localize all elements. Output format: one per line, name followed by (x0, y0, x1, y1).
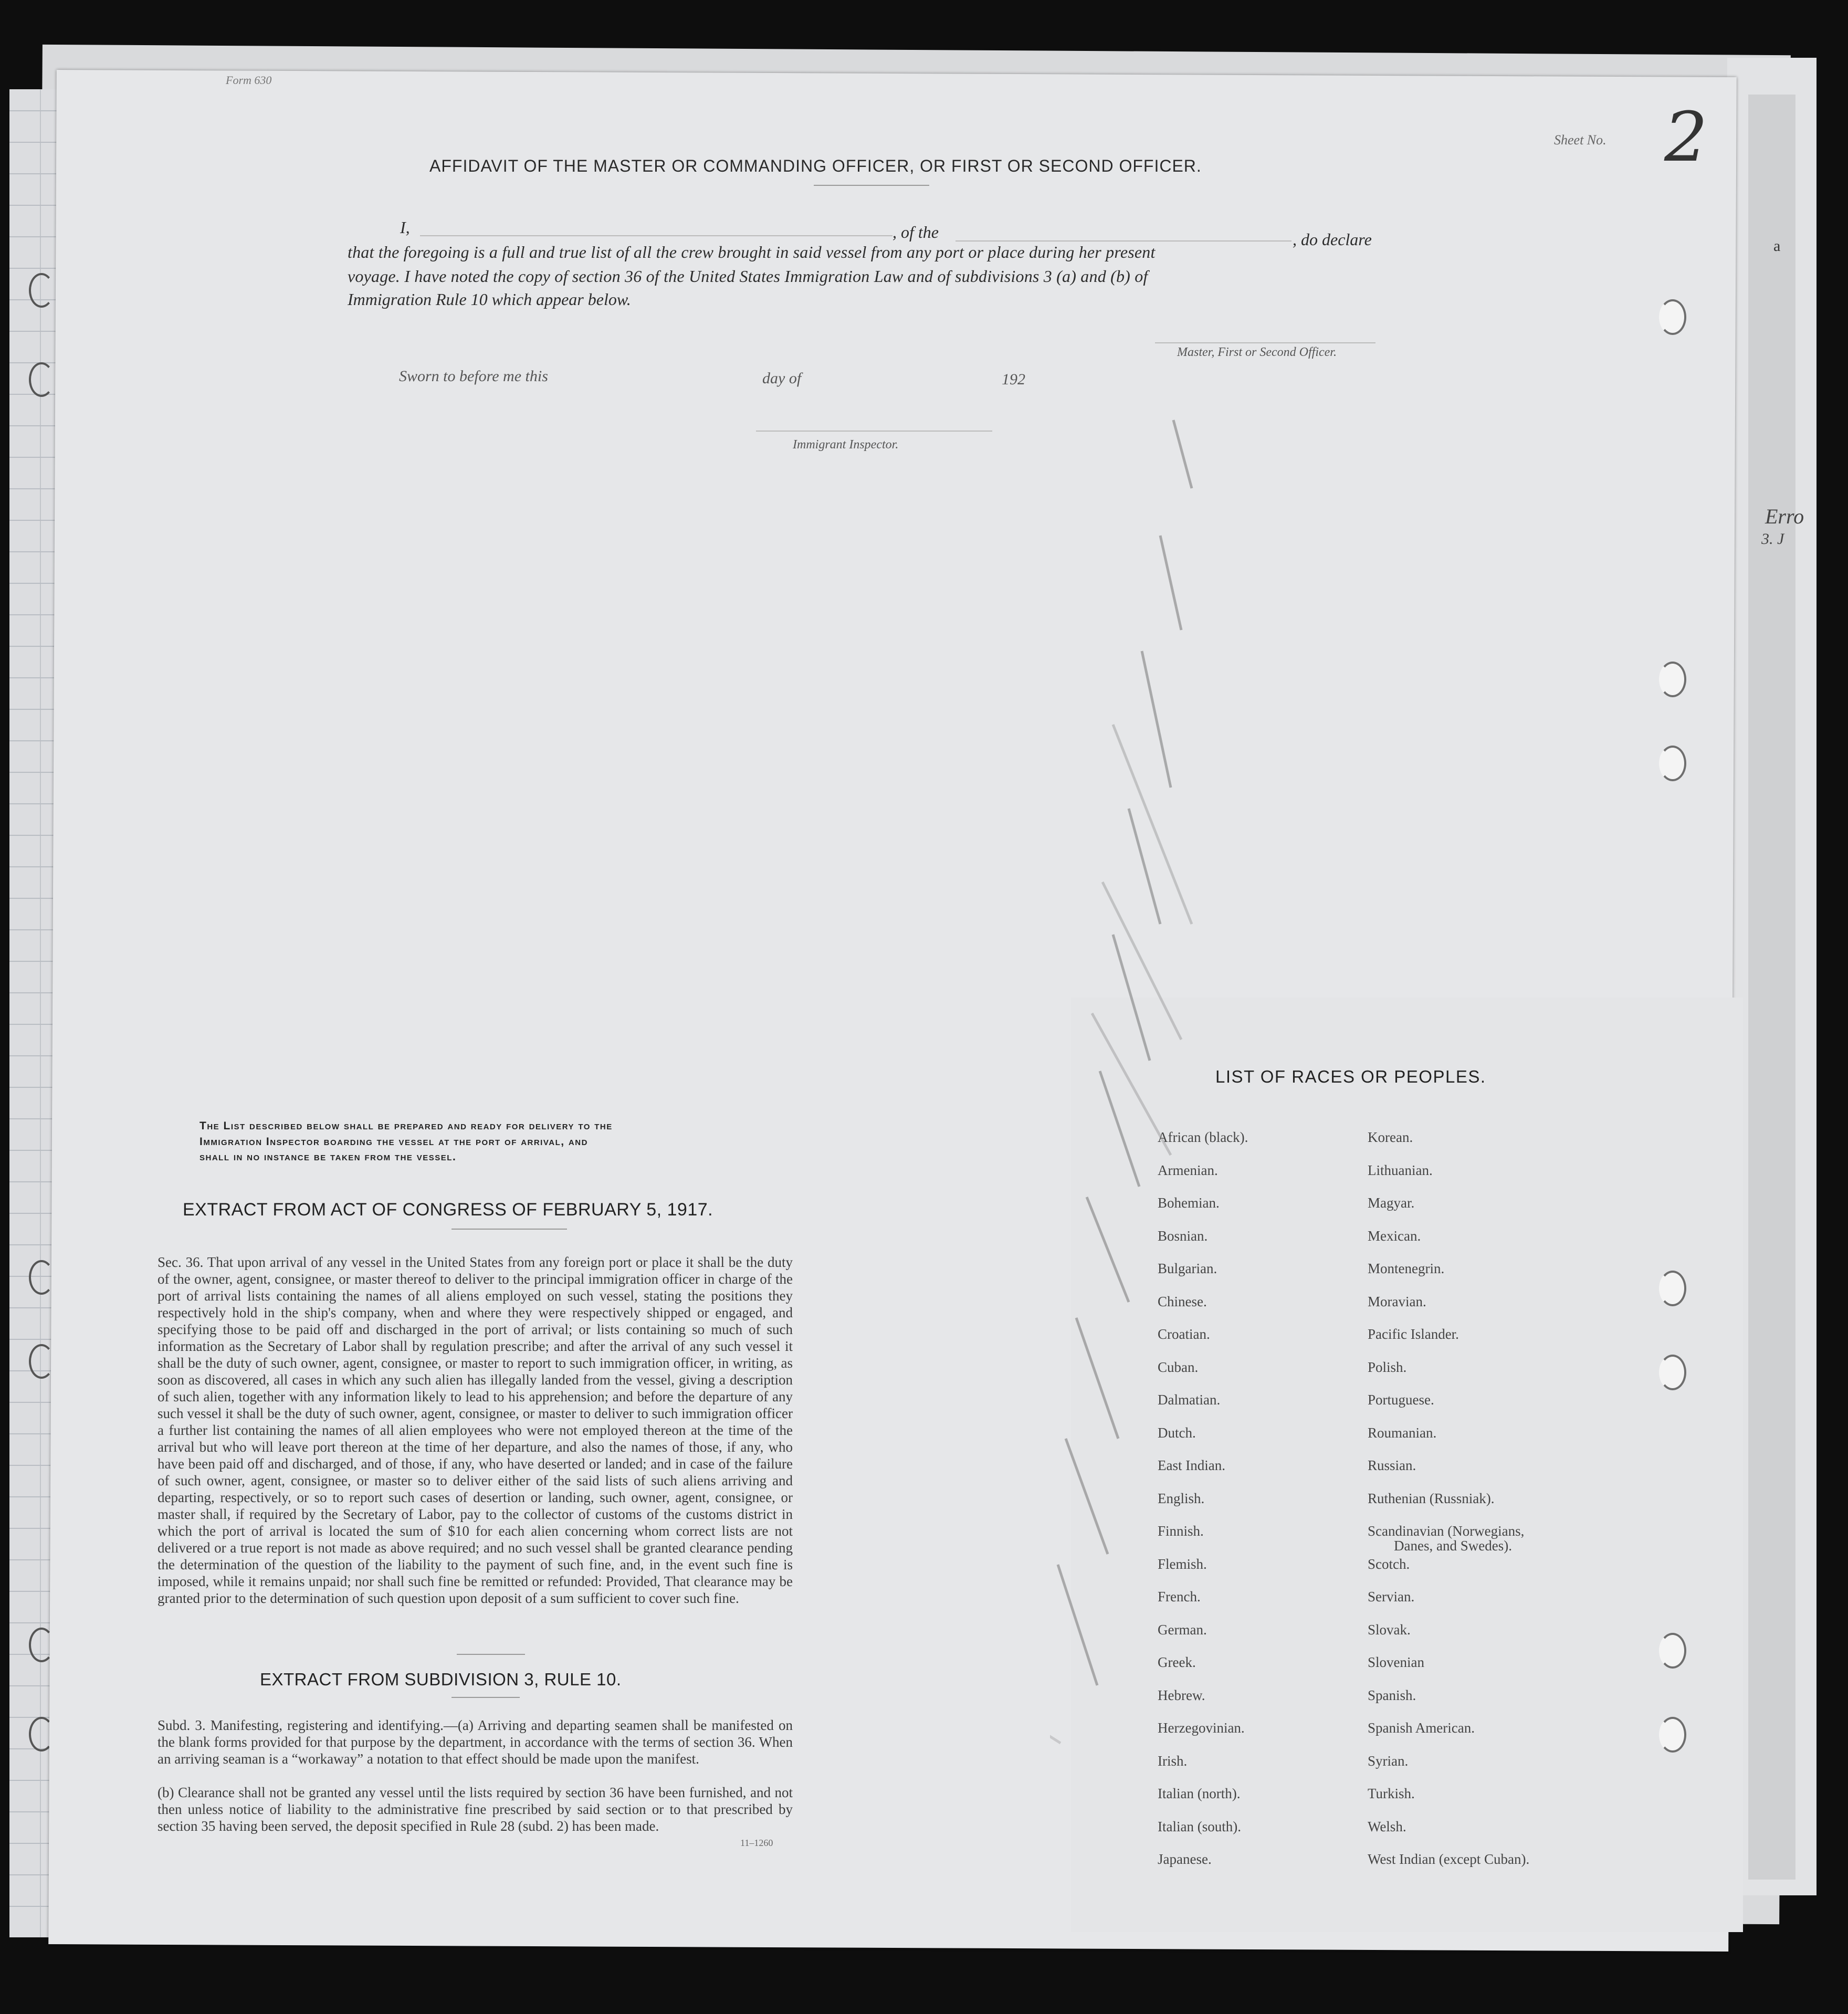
race-entry: Dalmatian. (1158, 1392, 1221, 1408)
affidavit-line2: that the foregoing is a full and true list of all the crew brought in said vessel from any port or place during her present (348, 243, 1156, 261)
punch-hole (1659, 1633, 1686, 1669)
race-entry: Bohemian. (1158, 1195, 1220, 1211)
race-entry: Ruthenian (Russniak). (1368, 1490, 1495, 1506)
margin-mark: a (1773, 237, 1781, 255)
race-entry: Herzegovinian. (1158, 1720, 1245, 1736)
race-entry-continuation: Danes, and Swedes). (1394, 1538, 1512, 1554)
race-entry: Italian (north). (1158, 1786, 1241, 1801)
inspector-caption: Immigrant Inspector. (793, 438, 899, 452)
extract-rule-title: EXTRACT FROM SUBDIVISION 3, RULE 10. (260, 1670, 622, 1689)
race-entry: Dutch. (1158, 1424, 1196, 1441)
punch-hole (1659, 1271, 1686, 1306)
affidavit-line1-end: , do declare (1293, 230, 1372, 249)
race-entry: Flemish. (1158, 1556, 1207, 1572)
rule-10-para-a: Subd. 3. Manifesting, registering and identifying.—(a) Arriving and departing seamen shall be manifested on the blank forms provided for that purpose by the department, in accordance with the terms of section 36. When an arriving seaman is a “workaway” a notation to that effect should be made upon the manifest. (158, 1717, 793, 1767)
affidavit-title: AFFIDAVIT OF THE MASTER OR COMMANDING OFFICER, OR FIRST OR SECOND OFFICER. (429, 156, 1202, 175)
races-title: LIST OF RACES OR PEOPLES. (1215, 1067, 1486, 1086)
sheet-no-label: Sheet No. (1554, 132, 1606, 148)
race-entry: Pacific Islander. (1368, 1326, 1459, 1342)
notice-line-3: shall in no instance be taken from the vessel. (200, 1151, 457, 1163)
race-entry: Scandinavian (Norwegians, Danes, and Swedes). (1368, 1520, 1529, 1554)
race-entry: Slovak. (1368, 1621, 1411, 1638)
race-entry: Mexican. (1368, 1228, 1421, 1244)
background-sheet-edge (1748, 95, 1796, 1880)
races-column-2 (1368, 1127, 1529, 1882)
race-entry: Slovenian (1368, 1654, 1424, 1670)
race-entry: East Indian. (1158, 1457, 1225, 1473)
punch-hole (29, 1260, 54, 1295)
race-entry: Japanese. (1158, 1851, 1212, 1867)
margin-handwriting: Erro (1765, 505, 1804, 528)
race-entry: Lithuanian. (1368, 1162, 1433, 1178)
inspector-blank (756, 431, 992, 432)
punch-hole (29, 1344, 54, 1379)
affidavit-line1-mid: , of the (892, 223, 939, 242)
extract-act-title: EXTRACT FROM ACT OF CONGRESS OF FEBRUARY 5, 1917. (183, 1200, 713, 1220)
margin-handwriting-2: 3. J (1761, 530, 1784, 548)
affidavit-line4: Immigration Rule 10 which appear below. (348, 290, 631, 309)
notice-line-2: Immigration Inspector boarding the vessel at the port of arrival, and (200, 1136, 588, 1148)
print-code: 11–1260 (740, 1838, 773, 1848)
affidavit-line3: voyage. I have noted the copy of section 36 of the United States Immigration Law and of subdivisions 3 (a) and (b) of (348, 267, 1148, 286)
race-entry: Welsh. (1368, 1818, 1406, 1834)
section-36-text: Sec. 36. That upon arrival of any vessel in the United States from any foreign port or place it shall be the duty of the owner, agent, consignee, or master thereof to deliver to the principal immigration officer in charge of the port of arrival lists containing the names of all aliens employed on such vessel, stating the positions they respectively hold in the ship's company, when and where they were respectively shipped or engaged, and specifying those to be paid off and discharged in the port of arrival; or lists containing so much of such information as the Secretary of Labor shall by regulation prescribe; and after the arrival of any such vessel it shall be the duty of such owner, agent, consignee, or master to report to such immigration officer, in writing, as soon as discovered, all cases in which any such alien has illegally landed from the vessel, giving a description of such alien, together with any information likely to lead to his apprehension; and before the departure of any such vessel it shall be the duty of such owner, agent, consignee, or master to deliver to such immigration officer a further list containing the names of all alien employees who were not employed thereon at the time of the arrival but who will leave port thereon at the time of her departure, and also the names of those, if any, who have been paid off and discharged, and of those, if any, who have deserted or landed; and in case of the failure of such owner, agent, consignee, or master so to deliver either of the said lists of such aliens arriving and departing, respectively, or so to report such cases of desertion or landing, such owner, agent, consignee, or master shall, if required by the Secretary of Labor, pay to the collector of customs of the customs district in which the port of arrival is located the sum of $10 for each alien concerning whom correct lists are not delivered or a true report is not made as above required; and no such vessel shall be granted clearance pending the determination of the question of the liability to the payment of such fine, and, in the event such fine is imposed, while it remains unpaid; nor shall such fine be remitted or refunded: Provided, That clearance may be granted prior to the determination of such question upon deposit of a sum sufficient to cover such fine. (158, 1254, 793, 1606)
divider (814, 185, 929, 186)
race-entry: Hebrew. (1158, 1687, 1205, 1703)
punch-hole (29, 362, 54, 397)
race-entry: Turkish. (1368, 1786, 1415, 1801)
sworn-text: Sworn to before me this (399, 368, 548, 385)
race-entry: Roumanian. (1368, 1424, 1437, 1441)
vessel-blank (956, 240, 1292, 242)
race-entry: Syrian. (1368, 1753, 1409, 1769)
punch-hole (1659, 1717, 1686, 1753)
signature-caption: Master, First or Second Officer. (1177, 345, 1337, 359)
race-entry: Spanish. (1368, 1687, 1416, 1703)
race-entry: Chinese. (1158, 1293, 1207, 1309)
race-entry: Magyar. (1368, 1195, 1415, 1211)
punch-hole (1659, 299, 1686, 335)
divider (457, 1654, 525, 1655)
race-entry: Finnish. (1158, 1523, 1204, 1539)
race-entry: Servian. (1368, 1589, 1415, 1604)
divider (452, 1697, 520, 1698)
race-entry: French. (1158, 1589, 1201, 1604)
punch-hole (1659, 746, 1686, 781)
day-of-text: day of (762, 370, 802, 387)
punch-hole (1659, 1355, 1686, 1390)
rule-10-para-b: (b) Clearance shall not be granted any vessel until the lists required by section 36 have been furnished, and not then unless notice of liability to the administrative fine prescribed by said section or to that prescribed by section 35 having been served, the deposit specified in Rule 28 (subd. 2) has been made. (158, 1785, 793, 1834)
signature-blank (1155, 342, 1376, 343)
divider (452, 1229, 567, 1230)
race-entry: Russian. (1368, 1457, 1416, 1473)
race-entry: West Indian (except Cuban). (1368, 1851, 1530, 1867)
race-entry: Korean. (1368, 1129, 1413, 1145)
race-entry: Spanish American. (1368, 1720, 1475, 1736)
race-entry: English. (1158, 1490, 1205, 1506)
punch-hole (29, 273, 54, 308)
race-entry: Montenegrin. (1368, 1261, 1445, 1276)
race-entry: African (black). (1158, 1129, 1248, 1145)
race-entry: Portuguese. (1368, 1392, 1434, 1408)
year-text: 192 (1002, 371, 1025, 388)
race-entry: German. (1158, 1621, 1207, 1638)
sheet-no-value: 2 (1664, 97, 1708, 177)
form-number: Form 630 (226, 74, 272, 87)
race-entry: Armenian. (1158, 1162, 1218, 1178)
race-entry: Scotch. (1368, 1556, 1410, 1572)
punch-hole (1659, 662, 1686, 697)
race-entry: Bulgarian. (1158, 1261, 1217, 1276)
race-entry: Cuban. (1158, 1359, 1199, 1375)
affidavit-line1-start: I, (400, 218, 410, 237)
race-entry: Bosnian. (1158, 1228, 1208, 1244)
race-entry: Polish. (1368, 1359, 1407, 1375)
race-entry: Italian (south). (1158, 1818, 1241, 1834)
name-blank (420, 235, 892, 236)
pencil-scribble (1050, 410, 1250, 1890)
race-entry: Greek. (1158, 1654, 1196, 1670)
race-entry: Moravian. (1368, 1293, 1426, 1309)
race-entry: Croatian. (1158, 1326, 1210, 1342)
race-entry: Irish. (1158, 1753, 1188, 1769)
notice-line-1: The List described below shall be prepared and ready for delivery to the (200, 1120, 613, 1132)
